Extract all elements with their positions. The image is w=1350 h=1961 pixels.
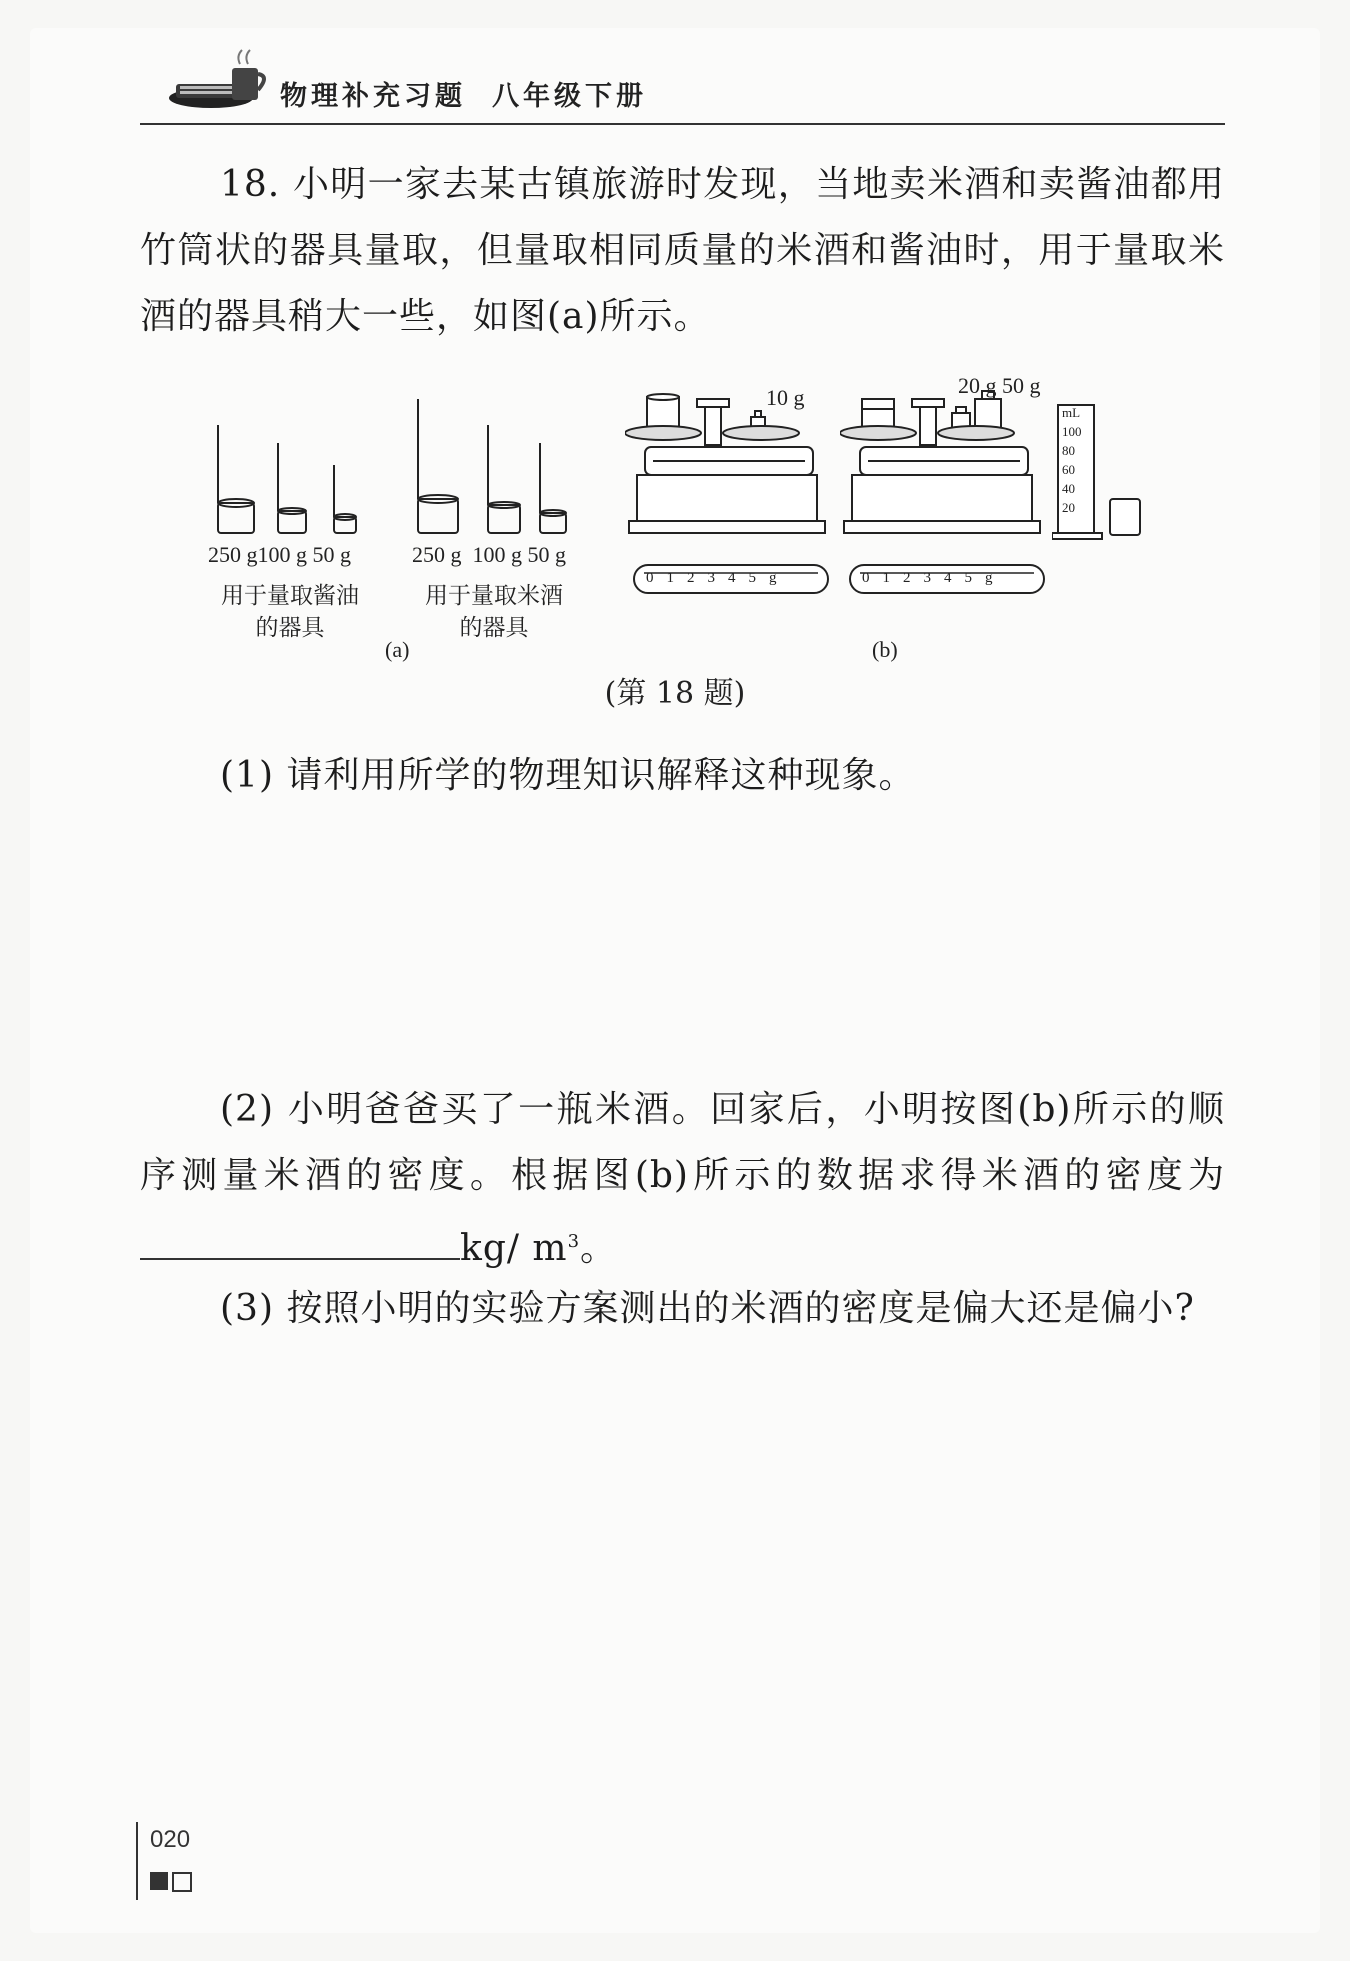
- wine-caption-line1: 用于量取米酒: [425, 583, 563, 609]
- soy-mass-labels: [208, 542, 351, 568]
- grade-label: 八年级下册: [492, 81, 647, 112]
- wine-mass-labels: [412, 542, 566, 568]
- page-header: [140, 40, 1225, 125]
- footer-rule: [136, 1822, 138, 1900]
- wine-mass-50: 50 g: [527, 542, 566, 567]
- filled-square-icon: [150, 1872, 168, 1890]
- density-answer-blank[interactable]: [140, 1218, 460, 1260]
- empty-square-icon: [172, 1872, 192, 1892]
- part2-end: 。: [580, 1228, 618, 1269]
- wine-mass-100: 100 g: [472, 542, 522, 567]
- soy-mass-50: 50 g: [312, 542, 351, 567]
- question-part-3: (3) 按照小明的实验方案测出的米酒的密度是偏大还是偏小?: [220, 1288, 1195, 1329]
- panel-a-label: (a): [385, 637, 410, 662]
- density-unit: kg/ m: [460, 1228, 568, 1269]
- cylinder-labels: mL 100 80 60 40 20: [1062, 405, 1082, 515]
- balance1-weight-label: 10 g: [766, 385, 805, 410]
- soy-mass-250: 250 g: [208, 542, 258, 567]
- soy-caption: [210, 580, 370, 644]
- wine-mass-250: 250 g: [412, 542, 462, 567]
- panel-b-label: (b): [872, 637, 898, 662]
- soy-mass-100: 100 g: [257, 542, 307, 567]
- soy-caption-line2: 的器具: [255, 615, 325, 641]
- book-title: 物理补充习题: [280, 81, 466, 112]
- header-rule: [140, 123, 1225, 125]
- balance2-weight-20: 20 g: [958, 373, 997, 398]
- header-title: [280, 74, 647, 113]
- wine-caption: [414, 580, 574, 644]
- question-part-1: (1) 请利用所学的物理知识解释这种现象。: [220, 755, 916, 796]
- balance2-scale-ticks: 012345g: [862, 570, 1006, 586]
- question-intro: 18. 小明一家去某古镇旅游时发现，当地卖米酒和卖酱油都用竹筒状的器具量取，但量取相同质量的米酒和酱油时，用于量取米酒的器具稍大一些，如图(a)所示。: [140, 164, 1225, 337]
- wine-caption-line2: 的器具: [459, 615, 529, 641]
- part2-text: (2) 小明爸爸买了一瓶米酒。回家后，小明按图(b)所示的顺序测量米酒的密度。根据图(b)所示的数据求得米酒的密度为: [140, 1089, 1225, 1196]
- page-number: 020: [150, 1826, 191, 1853]
- cylinder-unit: mL: [1062, 405, 1081, 420]
- book-cup-logo-icon: [166, 46, 276, 116]
- figure-18: [200, 373, 1180, 700]
- soy-caption-line1: 用于量取酱油: [221, 583, 359, 609]
- balance2-weight-50: 50 g: [1002, 373, 1041, 398]
- question-part-2: [140, 1077, 1225, 1282]
- figure-caption: (第 18 题): [604, 676, 746, 711]
- balance1-scale-ticks: 012345g: [646, 570, 790, 586]
- density-unit-exponent: 3: [567, 1231, 581, 1252]
- balance2-weight-labels: [958, 373, 1041, 399]
